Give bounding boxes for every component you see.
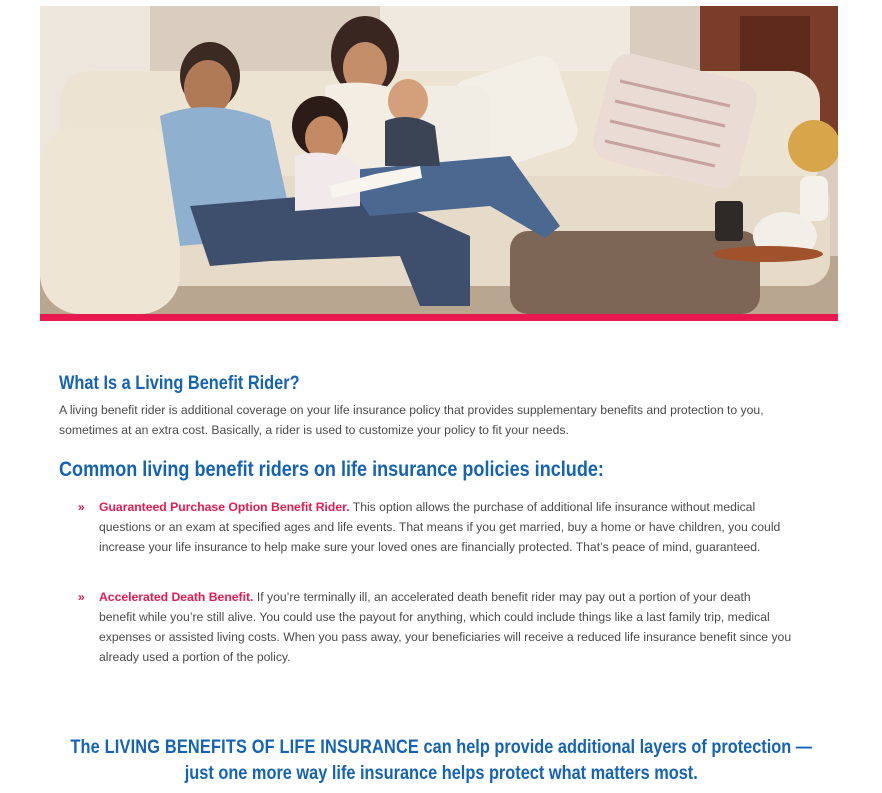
rider-name: Accelerated Death Benefit. bbox=[99, 590, 254, 604]
closing-statement bbox=[0, 735, 882, 787]
list-item bbox=[78, 497, 813, 557]
rider-name: Guaranteed Purchase Option Benefit Rider. bbox=[99, 500, 350, 514]
hero-accent-bar bbox=[40, 314, 838, 321]
closing-line-1: can help provide additional layers of protection — bbox=[418, 737, 812, 758]
rider-desc-line-2: questions or an exam at specified ages and life events. That means if you get married, buy a home or have children, you could bbox=[99, 520, 781, 534]
list-item bbox=[78, 587, 813, 667]
intro-line-2: sometimes at an extra cost. Basically, a rider is used to customize your policy to fit your needs. bbox=[59, 423, 569, 437]
rider-desc-line-3: increase your life insurance to help make sure your loved ones are financially protected. That’s peace of mind, guaranteed. bbox=[99, 540, 761, 554]
family-photo-illustration bbox=[40, 6, 838, 314]
section-heading: What Is a Living Benefit Rider? bbox=[59, 373, 300, 394]
chevron-bullet-icon: » bbox=[78, 590, 85, 604]
rider-desc-line-1: If you’re terminally ill, an accelerated death benefit rider may pay out a portion of your death bbox=[256, 590, 751, 604]
rider-desc-line-2: benefit while you’re still alive. You could use the payout for anything, which could include things like a last family trip, medical bbox=[99, 610, 770, 624]
riders-heading-block bbox=[59, 457, 819, 483]
chevron-bullet-icon: » bbox=[78, 500, 85, 514]
rider-desc-line-1: This option allows the purchase of additional life insurance without medical bbox=[352, 500, 756, 514]
closing-line-2: just one more way life insurance helps protect what matters most. bbox=[184, 763, 698, 784]
living-benefit-intro bbox=[59, 372, 819, 440]
rider-desc-line-3: expenses or assisted living costs. When you pass away, your beneficiaries will receive a reduced life insurance benefit since you bbox=[99, 630, 792, 644]
hero-image bbox=[40, 6, 838, 314]
intro-line-1: A living benefit rider is additional coverage on your life insurance policy that provides supplementary benefits and protection to you, bbox=[59, 403, 764, 417]
section-heading-riders: Common living benefit riders on life insurance policies include: bbox=[59, 458, 604, 481]
rider-desc-line-4: already used a portion of the policy. bbox=[99, 650, 291, 664]
closing-caps: The LIVING BENEFITS OF LIFE INSURANCE bbox=[70, 737, 419, 758]
